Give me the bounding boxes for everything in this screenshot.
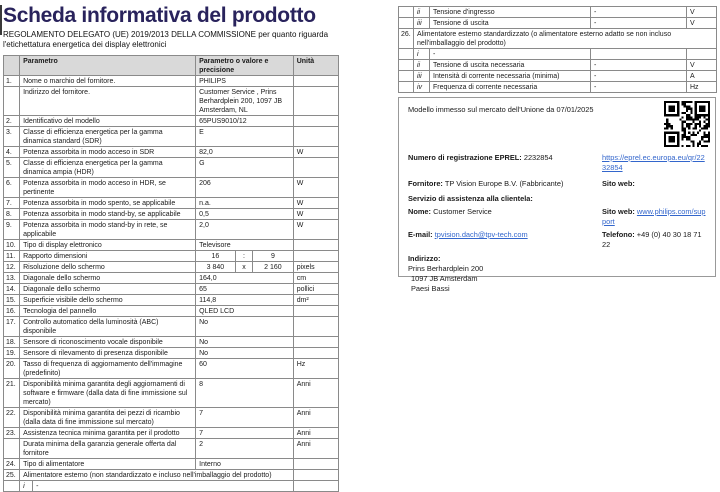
row-label: Nome o marchio del fornitore.	[20, 76, 196, 87]
row-number: 26.	[399, 29, 414, 49]
table-row	[4, 337, 339, 348]
row-unit: V	[687, 60, 717, 71]
table-row	[4, 220, 339, 240]
row-value: No	[196, 317, 294, 337]
table-row	[4, 262, 339, 273]
left-table-body	[4, 76, 339, 492]
row-number: 22.	[4, 408, 20, 428]
row-label: Intensità di corrente necessaria (minima)	[430, 71, 591, 82]
row-number: 13.	[4, 273, 20, 284]
row-number	[399, 60, 414, 71]
row-value: E	[196, 127, 294, 147]
row-unit: pixels	[293, 262, 338, 273]
eprel-registration-row	[408, 153, 706, 173]
roman-numeral: ii	[414, 60, 430, 71]
row-value: 0,5	[196, 209, 294, 220]
value-part: 9	[270, 252, 275, 260]
row-unit: pollici	[293, 284, 338, 295]
table-row	[4, 158, 339, 178]
qr-code	[664, 101, 710, 147]
value-part: 3 840	[206, 263, 225, 271]
ratio-values	[196, 262, 293, 272]
row-unit: Anni	[293, 439, 338, 459]
table-row	[4, 209, 339, 220]
table-row	[4, 198, 339, 209]
service-name-row	[408, 207, 706, 227]
supplier-row	[408, 179, 706, 189]
row-number: 5.	[4, 158, 20, 178]
row-value: 8	[196, 379, 294, 408]
product-fiche-table-left	[3, 55, 339, 492]
row-unit: dm²	[293, 295, 338, 306]
row-value: 114,8	[196, 295, 294, 306]
name-label: Nome:	[408, 207, 431, 216]
row-unit	[293, 251, 338, 262]
supplier-value: TP Vision Europe B.V. (Fabbricante)	[444, 179, 564, 188]
row-value: No	[196, 337, 294, 348]
name-value: Customer Service	[433, 207, 492, 216]
row-value: PHILIPS	[196, 76, 294, 87]
row-value: 7	[196, 428, 294, 439]
row-number: 24.	[4, 459, 20, 470]
row-number: 23.	[4, 428, 20, 439]
row-label: Classe di efficienza energetica per la gamma dinamica standard (SDR)	[20, 127, 196, 147]
row-unit: W	[293, 220, 338, 240]
website-label-2: Sito web:	[602, 207, 635, 216]
row-unit	[293, 158, 338, 178]
row-number	[4, 481, 20, 492]
row-unit	[293, 317, 338, 337]
row-number	[399, 71, 414, 82]
row-number: 17.	[4, 317, 20, 337]
table-row	[399, 29, 717, 49]
row-value: QLED LCD	[196, 306, 294, 317]
table-row	[4, 459, 339, 470]
row-number	[399, 18, 414, 29]
row-unit: A	[687, 71, 717, 82]
table-row	[4, 240, 339, 251]
table-row	[399, 82, 717, 93]
table-row	[399, 18, 717, 29]
service-heading: Servizio di assistenza alla clientela:	[408, 194, 533, 203]
row-unit: W	[293, 209, 338, 220]
table-row	[4, 481, 339, 492]
row-number	[399, 49, 414, 60]
row-label: Potenza assorbita in modo spento, se applicabile	[20, 198, 196, 209]
row-number	[399, 7, 414, 18]
row-number: 16.	[4, 306, 20, 317]
row-value: 206	[196, 178, 294, 198]
row-number: 18.	[4, 337, 20, 348]
table-row	[4, 251, 339, 262]
table-row	[4, 116, 339, 127]
row-label: Disponibilità minima garantita degli aggiornamenti di software e firmware (dalla data di fine immissione sul mercato)	[20, 379, 196, 408]
eprel-registration	[408, 153, 602, 173]
row-number: 19.	[4, 348, 20, 359]
row-unit: Anni	[293, 379, 338, 408]
table-row	[4, 379, 339, 408]
row-value: -	[591, 82, 687, 93]
row-number	[4, 439, 20, 459]
row-label: -	[430, 49, 591, 60]
row-unit: W	[293, 147, 338, 158]
row-number: 11.	[4, 251, 20, 262]
row-unit: W	[293, 178, 338, 198]
table-header-row	[4, 56, 339, 76]
row-number: 8.	[4, 209, 20, 220]
row-unit	[293, 337, 338, 348]
table-row	[4, 87, 339, 116]
row-label: Disponibilità minima garantita dei pezzi di ricambio (dalla data di fine immissione sul mercato)	[20, 408, 196, 428]
table-row	[4, 428, 339, 439]
row-unit: cm	[293, 273, 338, 284]
row-unit	[293, 127, 338, 147]
table-row	[399, 71, 717, 82]
row-value: Customer Service , Prins Berhardplein 200, 1097 JB Amsterdam, NL	[196, 87, 294, 116]
header-parameter: Parametro	[20, 56, 196, 76]
ratio-values	[196, 251, 293, 261]
row-value: Televisore	[196, 240, 294, 251]
service-contact-row	[408, 230, 706, 250]
row-value: 65PUS9010/12	[196, 116, 294, 127]
row-label: Sensore di riconoscimento vocale disponibile	[20, 337, 196, 348]
row-label: Rapporto dimensioni	[20, 251, 196, 262]
row-label: Potenza assorbita in modo acceso in HDR, se pertinente	[20, 178, 196, 198]
row-number: 1.	[4, 76, 20, 87]
roman-numeral: iii	[414, 18, 430, 29]
address-line: Paesi Bassi	[411, 284, 450, 293]
row-unit: Anni	[293, 408, 338, 428]
row-number: 2.	[4, 116, 20, 127]
row-label: Potenza assorbita in modo acceso in SDR	[20, 147, 196, 158]
row-label: Tensione di uscita necessaria	[430, 60, 591, 71]
row-number: 12.	[4, 262, 20, 273]
address-line: Prins Berhardplein 200	[408, 264, 484, 273]
unit-cell	[293, 481, 338, 492]
table-row	[399, 49, 717, 60]
row-number: 10.	[4, 240, 20, 251]
row-number: 4.	[4, 147, 20, 158]
row-label: Risoluzione dello schermo	[20, 262, 196, 273]
row-label: Identificativo del modello	[20, 116, 196, 127]
table-row	[4, 408, 339, 428]
row-value: Interno	[196, 459, 294, 470]
row-unit	[293, 87, 338, 116]
supplier-label: Fornitore:	[408, 179, 443, 188]
row-label: Tensione d'ingresso	[430, 7, 591, 18]
row-unit	[293, 240, 338, 251]
row-unit: W	[293, 198, 338, 209]
row-unit	[293, 459, 338, 470]
row-value	[591, 49, 687, 60]
row-value: 60	[196, 359, 294, 379]
row-number	[399, 82, 414, 93]
row-number: 9.	[4, 220, 20, 240]
row-label: Classe di efficienza energetica per la gamma dinamica ampia (HDR)	[20, 158, 196, 178]
row-label: Superficie visibile dello schermo	[20, 295, 196, 306]
table-row	[4, 306, 339, 317]
address-line: 1097 JB Amsterdam	[411, 274, 478, 283]
row-label: Alimentatore esterno (non standardizzato e incluso nell'imballaggio del prodotto)	[20, 470, 294, 481]
row-number: 14.	[4, 284, 20, 295]
table-row	[4, 147, 339, 158]
roman-numeral: i	[20, 481, 33, 492]
page-subtitle: REGOLAMENTO DELEGATO (UE) 2019/2013 DELLA COMMISSIONE per quanto riguarda l'etichettatura energetica dei display elettronici	[3, 30, 329, 49]
row-unit: V	[687, 18, 717, 29]
row-value	[196, 251, 294, 262]
row-label: Potenza assorbita in modo stand-by, se applicabile	[20, 209, 196, 220]
roman-numeral: ii	[414, 7, 430, 18]
table-row	[4, 127, 339, 147]
roman-numeral: i	[414, 49, 430, 60]
row-value: -	[33, 481, 294, 492]
table-row	[4, 295, 339, 306]
table-row	[399, 60, 717, 71]
row-label: Tecnologia del pannello	[20, 306, 196, 317]
eprel-label: Numero di registrazione EPREL:	[408, 153, 522, 162]
row-label: Frequenza di corrente necessaria	[430, 82, 591, 93]
row-value: 65	[196, 284, 294, 295]
header-value: Parametro o valore e precisione	[196, 56, 294, 76]
row-value: -	[591, 60, 687, 71]
row-value: No	[196, 348, 294, 359]
row-label: Diagonale dello schermo	[20, 273, 196, 284]
address-label: Indirizzo:	[408, 254, 441, 263]
row-value: -	[591, 71, 687, 82]
email-link[interactable]: tpvision.dach@tpv-tech.com	[434, 230, 528, 239]
row-label: Indirizzo del fornitore.	[20, 87, 196, 116]
roman-numeral: iii	[414, 71, 430, 82]
row-unit	[293, 116, 338, 127]
row-unit: Hz	[687, 82, 717, 93]
header-unit: Unità	[293, 56, 338, 76]
eprel-info-box	[398, 97, 716, 293]
row-unit	[293, 76, 338, 87]
table-row	[4, 273, 339, 284]
row-number: 21.	[4, 379, 20, 408]
eprel-number: 2232854	[523, 153, 553, 162]
row-label: Assistenza tecnica minima garantita per il prodotto	[20, 428, 196, 439]
table-row	[4, 317, 339, 337]
eprel-url-link[interactable]: https://eprel.ec.europa.eu/qr/2232854	[602, 153, 705, 172]
unit-cell	[293, 470, 338, 481]
row-label: Controllo automatico della luminosità (ABC) disponibile	[20, 317, 196, 337]
row-value: -	[591, 18, 687, 29]
row-label: Alimentatore esterno standardizzato (o alimentatore esterno adatto se non incluso nell'imballaggio del prodotto)	[414, 29, 717, 49]
row-unit: Hz	[293, 359, 338, 379]
page-title: Scheda informativa del prodotto	[3, 4, 316, 27]
table-row	[4, 470, 339, 481]
row-number: 7.	[4, 198, 20, 209]
row-value: 7	[196, 408, 294, 428]
row-value: 2	[196, 439, 294, 459]
row-value: G	[196, 158, 294, 178]
value-separator: :	[235, 251, 253, 261]
row-value	[196, 262, 294, 273]
website-label: Sito web:	[602, 179, 635, 188]
row-label: Tensione di uscita	[430, 18, 591, 29]
table-row	[4, 348, 339, 359]
email-label: E-mail:	[408, 230, 433, 239]
row-unit	[293, 348, 338, 359]
roman-numeral: iv	[414, 82, 430, 93]
row-unit	[687, 49, 717, 60]
table-row	[4, 76, 339, 87]
row-unit: Anni	[293, 428, 338, 439]
row-number: 25.	[4, 470, 20, 481]
support-website-link[interactable]: www.philips.com/support	[602, 207, 706, 226]
value-part: 2 160	[264, 263, 282, 271]
phone-value: +49 (0) 40 30 18 71 22	[602, 230, 702, 249]
row-value: n.a.	[196, 198, 294, 209]
row-number: 20.	[4, 359, 20, 379]
market-entry-line: Modello immesso sul mercato dell'Unione da 07/01/2025	[408, 105, 594, 114]
row-number: 15.	[4, 295, 20, 306]
value-separator: x	[235, 262, 253, 272]
row-label: Durata minima della garanzia generale offerta dal fornitore	[20, 439, 196, 459]
row-value: -	[591, 7, 687, 18]
row-label: Tipo di alimentatore	[20, 459, 196, 470]
product-fiche-table-right	[398, 6, 717, 93]
value-part: 16	[211, 252, 220, 260]
row-value: 82,0	[196, 147, 294, 158]
table-row	[4, 178, 339, 198]
right-table-body	[399, 7, 717, 93]
row-value: 164,0	[196, 273, 294, 284]
phone-label: Telefono:	[602, 230, 635, 239]
row-label: Tasso di frequenza di aggiornamento dell'immagine (predefinito)	[20, 359, 196, 379]
row-value: 2,0	[196, 220, 294, 240]
row-label: Sensore di rilevamento di presenza disponibile	[20, 348, 196, 359]
table-row	[4, 439, 339, 459]
table-row	[399, 7, 717, 18]
row-number: 3.	[4, 127, 20, 147]
row-label: Diagonale dello schermo	[20, 284, 196, 295]
table-row	[4, 284, 339, 295]
table-row	[4, 359, 339, 379]
page-edge-mark	[0, 5, 2, 35]
row-unit: V	[687, 7, 717, 18]
row-unit	[293, 306, 338, 317]
row-number: 6.	[4, 178, 20, 198]
row-label: Tipo di display elettronico	[20, 240, 196, 251]
row-number	[4, 87, 20, 116]
left-column	[3, 4, 339, 492]
header-num-cell	[4, 56, 20, 76]
row-label: Potenza assorbita in modo stand-by in rete, se applicabile	[20, 220, 196, 240]
